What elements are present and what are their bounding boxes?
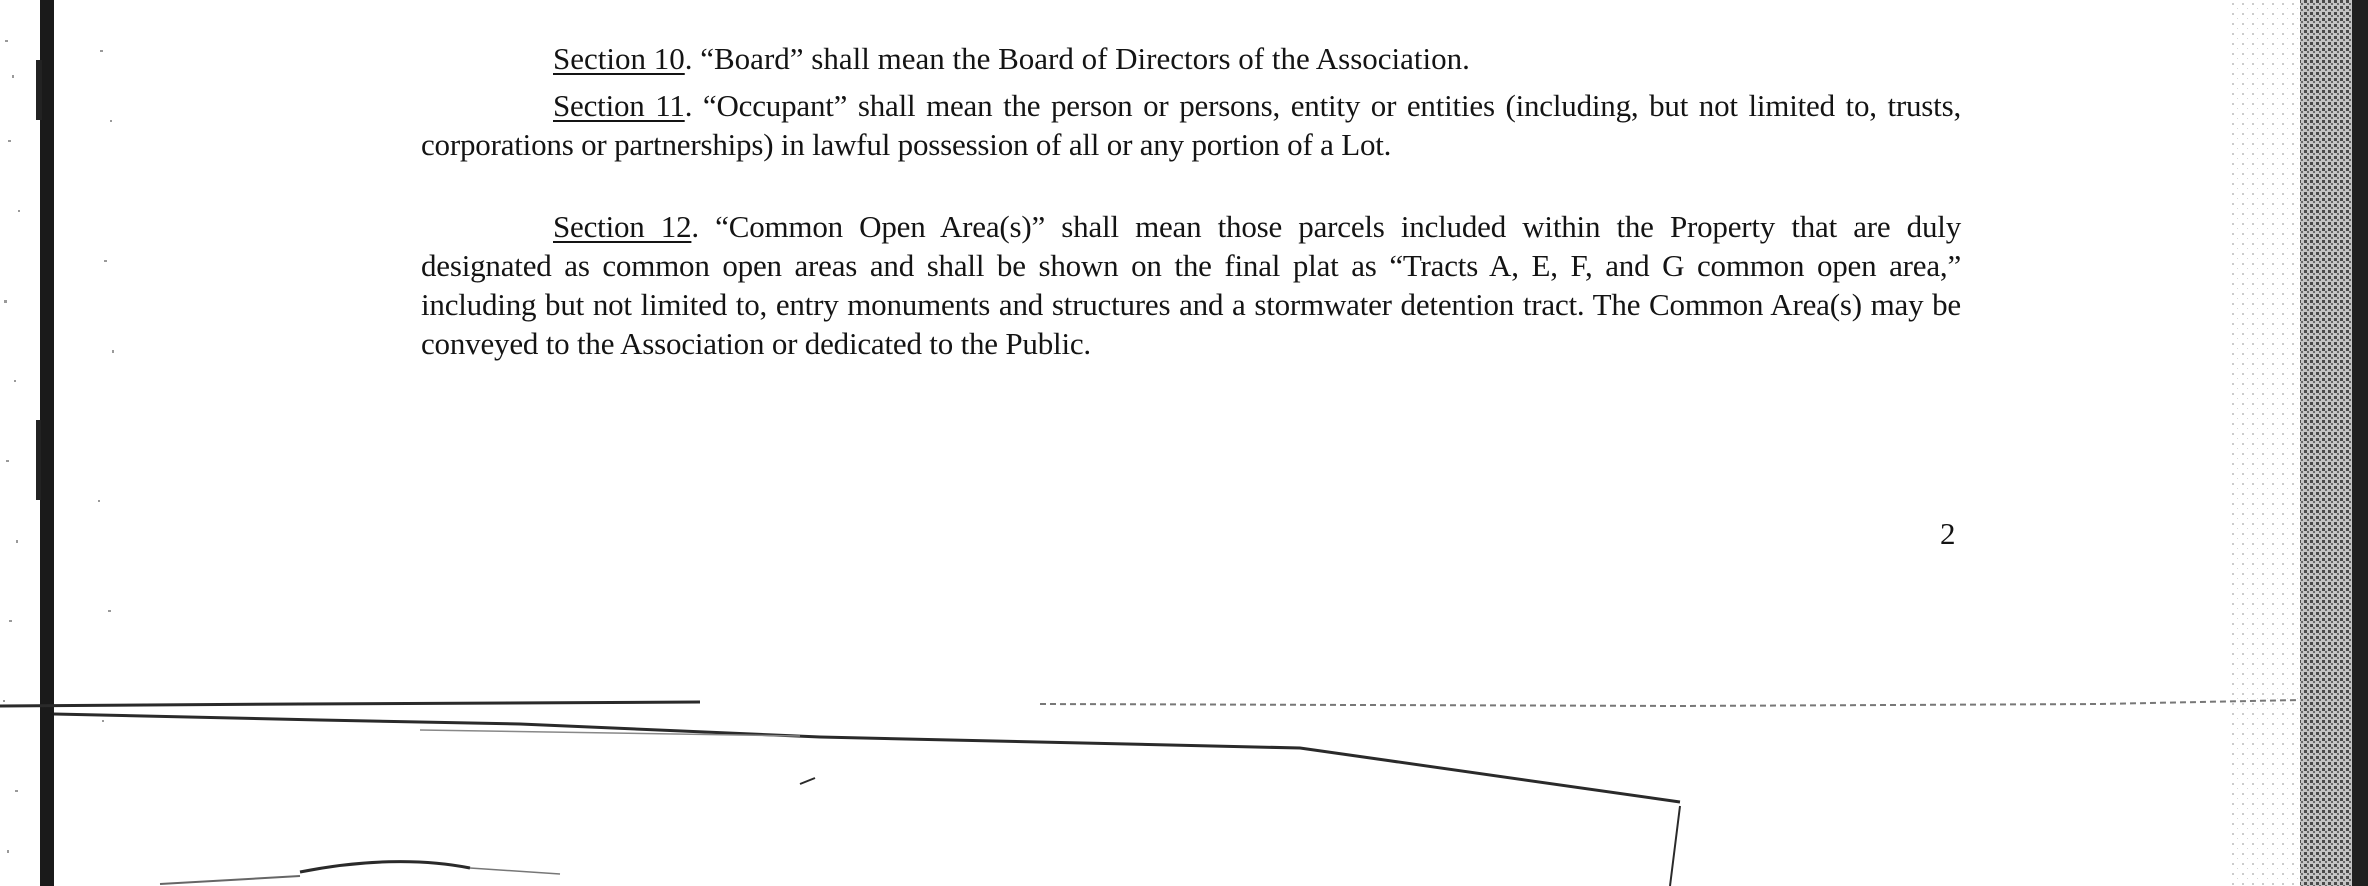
section-10-text: . “Board” shall mean the Board of Directors of the Association. xyxy=(684,41,1470,76)
left-speckle xyxy=(3,40,114,853)
bottom-fold-lines xyxy=(0,700,2300,886)
section-12-paragraph xyxy=(421,207,1961,363)
section-10-paragraph xyxy=(553,39,1470,78)
left-binding-edge xyxy=(40,0,54,886)
right-margin-shadow xyxy=(2300,0,2352,886)
section-11-text: . “Occupant” shall mean the person or persons, entity or entities (including, but not limited to, trusts, corporations or partnerships) in lawful possession of all or any portion of a Lot. xyxy=(421,88,1961,162)
section-12-heading: Section 12 xyxy=(553,209,692,244)
section-11-paragraph xyxy=(421,86,1961,164)
section-11-heading: Section 11 xyxy=(553,88,685,123)
section-10-heading: Section 10 xyxy=(553,41,685,76)
section-12-text: . “Common Open Area(s)” shall mean those parcels included within the Property that are duly designated as common open areas and shall be shown on the final plat as “Tracts A, E, F, and G common open area,” including but not limited to, entry monuments and structures and a stormwater detention tract. The Common Area(s) may be conveyed to the Association or dedicated to the Public. xyxy=(421,209,1961,361)
page-number: 2 xyxy=(1940,516,1956,551)
